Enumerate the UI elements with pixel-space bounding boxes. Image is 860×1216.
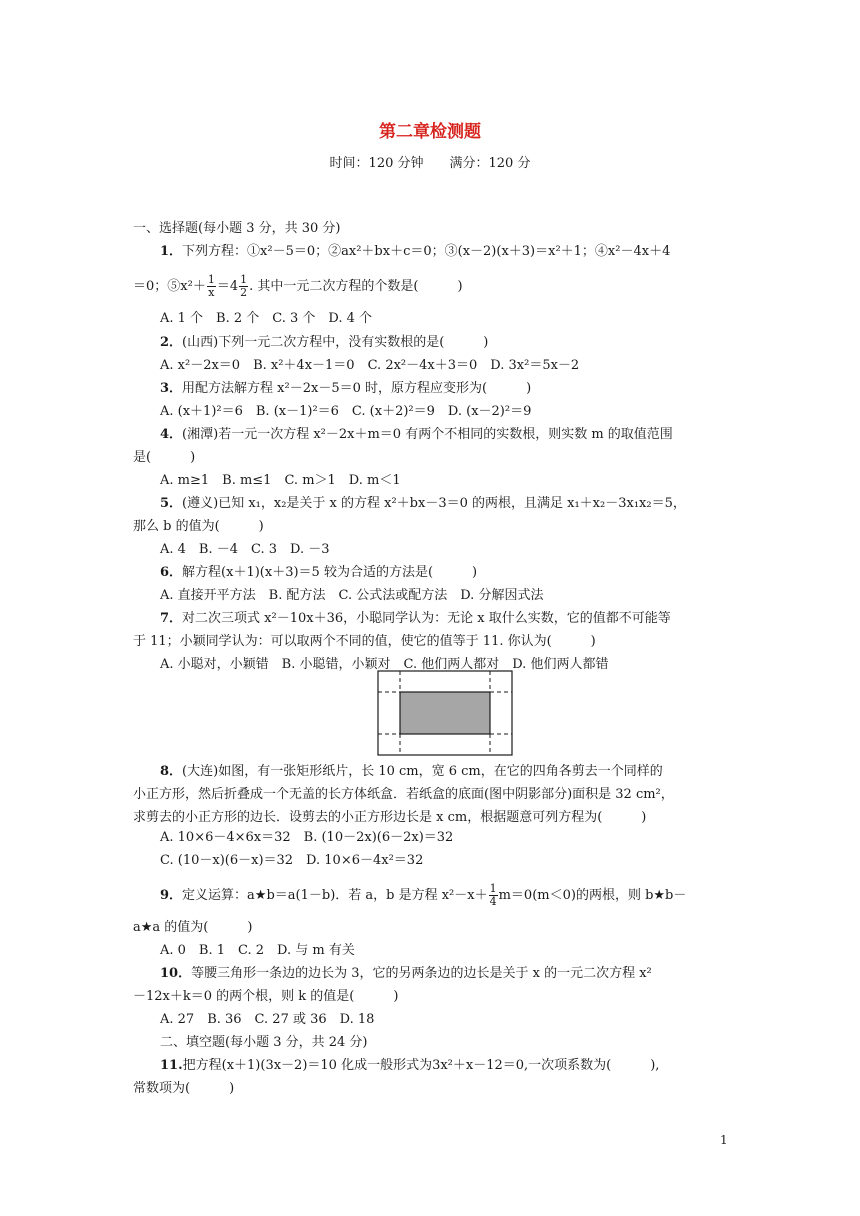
question-5-line-2: 那么 b 的值为( ) bbox=[133, 519, 264, 534]
fraction-1-over-x: $\frac{1}{x}$ bbox=[207, 273, 215, 299]
question-8-options-1: A. 10×6－4×6x＝32 B. (10－2x)(6－2x)＝32 bbox=[160, 830, 454, 845]
section-heading-choice: 一、选择题(每小题 3 分，共 30 分) bbox=[133, 221, 341, 236]
question-10-line-1: 10．等腰三角形一条边的边长为 3，它的另两条边的边长是关于 x 的一元二次方程 x² bbox=[160, 966, 652, 981]
question-5-line-1: 5．(遵义)已知 x₁，x₂是关于 x 的方程 x²＋bx－3＝0 的两根，且满足 x₁＋x₂－3x₁x₂＝5， bbox=[160, 496, 686, 511]
question-6-text: 6．解方程(x＋1)(x＋3)＝5 较为合适的方法是( ) bbox=[160, 565, 478, 580]
question-8-options-2: C. (10－x)(6－x)＝32 D. 10×6－4x²＝32 bbox=[160, 853, 424, 868]
question-3-text: 3．用配方法解方程 x²－2x－5＝0 时，原方程应变形为( ) bbox=[160, 381, 532, 396]
question-9-options: A. 0 B. 1 C. 2 D. 与 m 有关 bbox=[160, 943, 355, 958]
question-7-options: A. 小聪对，小颖错 B. 小聪错，小颖对 C. 他们两人都对 D. 他们两人都错 bbox=[160, 657, 609, 672]
question-8-line-1: 8．(大连)如图，有一张矩形纸片，长 10 cm，宽 6 cm，在它的四角各剪去一个同样的 bbox=[160, 764, 663, 779]
question-7-line-1: 7．对二次三项式 x²－10x＋36，小聪同学认为：无论 x 取什么实数，它的值都不可能等 bbox=[160, 611, 671, 626]
question-1-options: A. 1 个 B. 2 个 C. 3 个 D. 4 个 bbox=[160, 311, 373, 326]
shaded-base bbox=[400, 692, 490, 734]
question-11-line-2: 常数项为( ) bbox=[133, 1081, 235, 1096]
page-title: 第二章检测题 bbox=[379, 122, 481, 142]
question-5-options: A. 4 B. －4 C. 3 D. －3 bbox=[160, 542, 330, 557]
question-3-options: A. (x＋1)²＝6 B. (x－1)²＝6 C. (x＋2)²＝9 D. (x－2)²＝9 bbox=[160, 404, 532, 419]
fraction-1-over-4: $\frac{1}{4}$ bbox=[489, 882, 497, 908]
question-1-line-1: 1．下列方程：①x²－5＝0；②ax²＋bx＋c＝0；③(x－2)(x＋3)＝x²＋1；④x²－4x＋4 bbox=[160, 244, 671, 259]
question-8-line-3: 求剪去的小正方形的边长．设剪去的小正方形边长是 x cm，根据题意可列方程为( ) bbox=[133, 810, 647, 825]
question-6-options: A. 直接开平方法 B. 配方法 C. 公式法或配方法 D. 分解因式法 bbox=[160, 588, 544, 603]
question-2-options: A. x²－2x＝0 B. x²＋4x－1＝0 C. 2x²－4x＋3＝0 D. 3x²＝5x－2 bbox=[160, 358, 580, 373]
question-10-options: A. 27 B. 36 C. 27 或 36 D. 18 bbox=[160, 1012, 375, 1027]
question-10-line-2: －12x＋k＝0 的两个根，则 k 的值是( ) bbox=[133, 989, 399, 1004]
question-7-line-2: 于 11；小颖同学认为：可以取两个不同的值，使它的值等于 11. 你认为( ) bbox=[133, 634, 596, 649]
question-11-line-1: 11.把方程(x＋1)(3x－2)＝10 化成一般形式为3x²＋x－12＝0,一次项系数为( ), bbox=[160, 1058, 660, 1073]
exam-meta: 时间：120 分钟 满分：120 分 bbox=[329, 156, 531, 171]
question-9-line-1: 9．定义运算：a★b＝a(1－b)．若 a，b 是方程 x²－x＋ $\frac{1}{4}$ m＝0(m＜0)的两根，则 b★b－ bbox=[160, 882, 687, 908]
question-4-line-2: 是( ) bbox=[133, 450, 196, 465]
question-2-text: 2．(山西)下列一元二次方程中，没有实数根的是( ) bbox=[160, 335, 489, 350]
question-1-line-2: ＝0；⑤x²＋ $\frac{1}{x}$ ＝4 $\frac{1}{2}$ . 其中一元二次方程的个数是( ) bbox=[133, 273, 463, 299]
question-4-options: A. m≥1 B. m≤1 C. m＞1 D. m＜1 bbox=[160, 473, 401, 488]
page-number: 1 bbox=[720, 1133, 728, 1147]
question-9-line-2: a★a 的值为( ) bbox=[133, 920, 253, 935]
fraction-1-over-2: $\frac{1}{2}$ bbox=[240, 273, 248, 299]
rectangle-paper-figure bbox=[377, 670, 513, 756]
section-heading-fill: 二、填空题(每小题 3 分，共 24 分) bbox=[160, 1035, 368, 1050]
question-4-line-1: 4．(湘潭)若一元一次方程 x²－2x＋m＝0 有两个不相同的实数根，则实数 m 的取值范围 bbox=[160, 427, 673, 442]
question-8-line-2: 小正方形，然后折叠成一个无盖的长方体纸盒．若纸盒的底面(图中阴影部分)面积是 32 cm²， bbox=[133, 787, 674, 802]
